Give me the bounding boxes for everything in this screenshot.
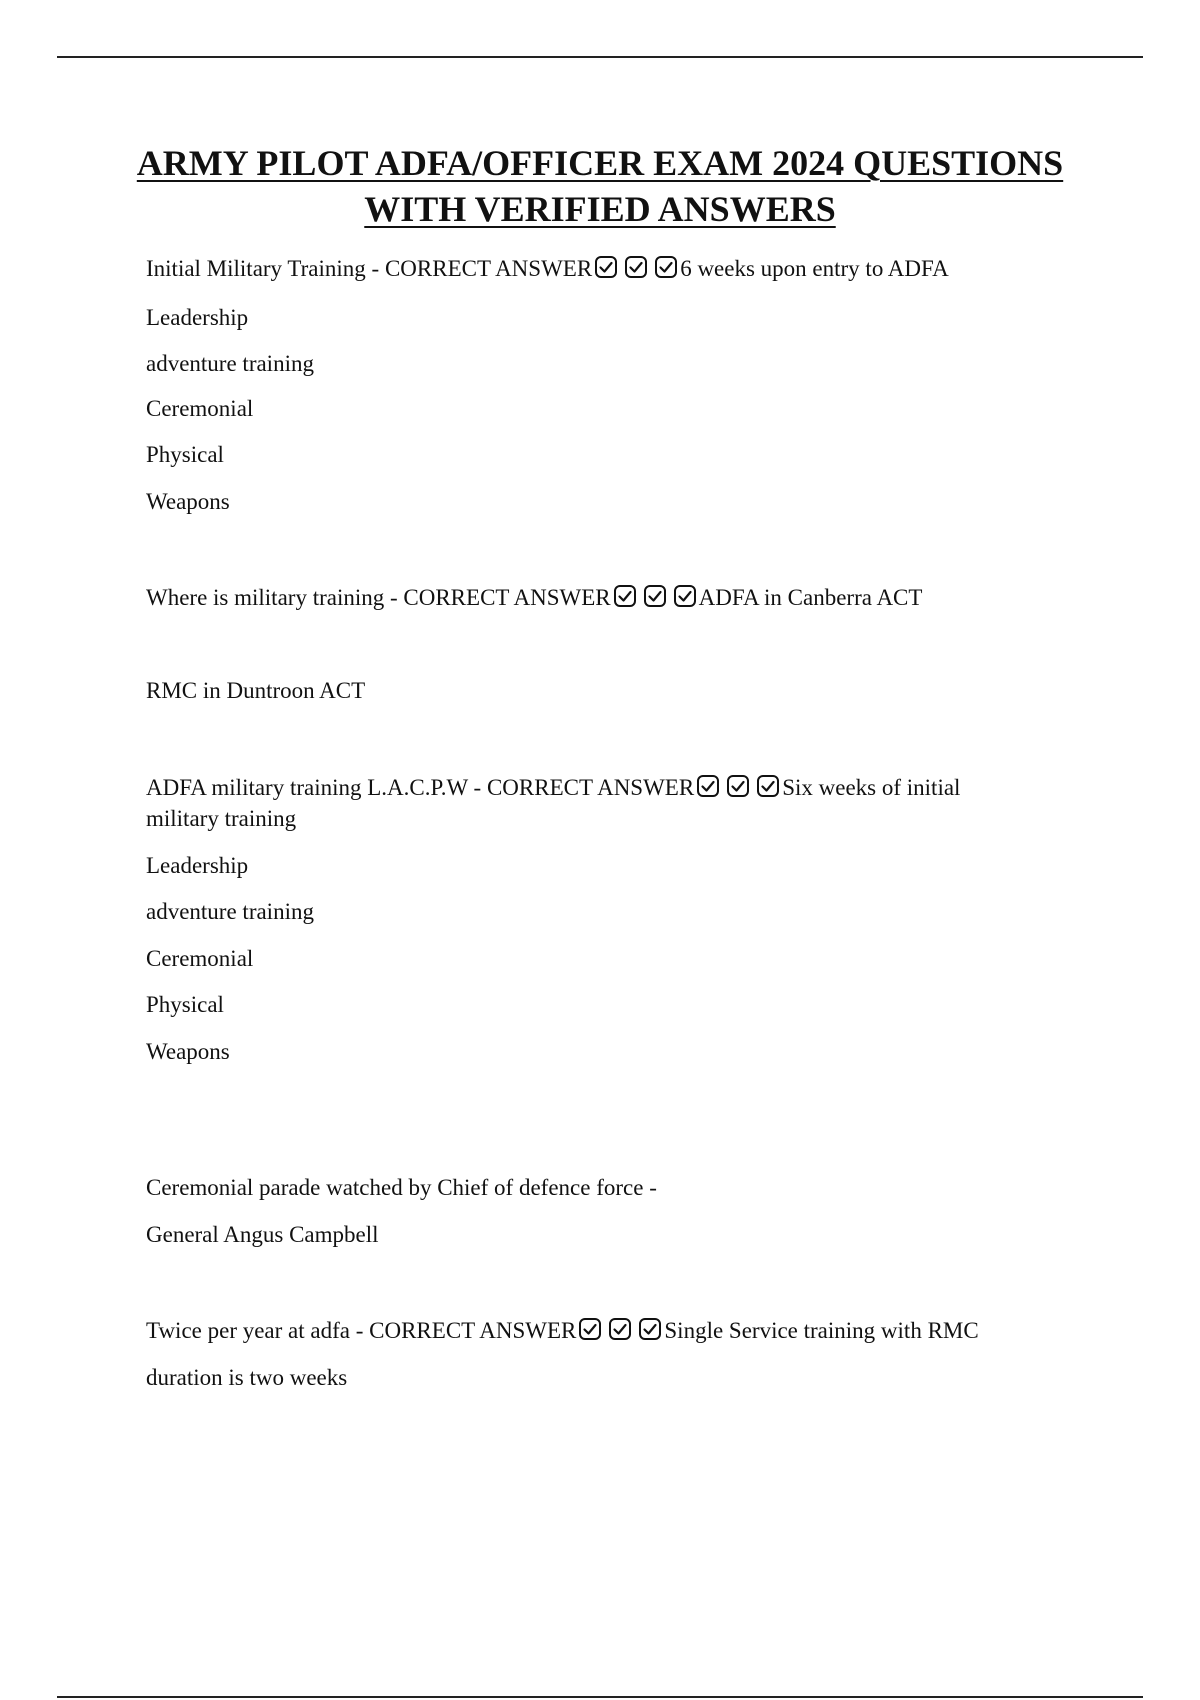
- q1-item: Leadership: [146, 305, 249, 330]
- q2-answer: ADFA in Canberra ACT: [698, 585, 923, 610]
- q3-answer-line-2: military training: [146, 806, 297, 831]
- top-rule: [57, 56, 1143, 58]
- q2-prompt: Where is military training - CORRECT ANSWER: [146, 585, 611, 610]
- checkbox-checked-icon: [673, 584, 697, 608]
- q3-checks: [696, 774, 780, 798]
- q4-line-1: Ceremonial parade watched by Chief of defence force -: [146, 1175, 657, 1200]
- checkbox-checked-icon: [578, 1317, 602, 1341]
- checkbox-checked-icon: [726, 774, 750, 798]
- checkbox-checked-icon: [696, 774, 720, 798]
- q5-line-2: duration is two weeks: [146, 1365, 348, 1390]
- checkbox-checked-icon: [594, 255, 618, 279]
- q3-item: Leadership: [146, 853, 249, 878]
- q1-answer: 6 weeks upon entry to ADFA: [680, 256, 949, 281]
- q3-item: Weapons: [146, 1039, 230, 1064]
- q3-item: Physical: [146, 992, 224, 1017]
- q3-item: Ceremonial: [146, 946, 254, 971]
- q2-checks: [613, 584, 697, 608]
- q5-prompt: Twice per year at adfa - CORRECT ANSWER: [146, 1318, 577, 1343]
- q1-line: [146, 253, 1066, 284]
- q1-item: Ceremonial: [146, 396, 254, 421]
- q3-line: [146, 772, 1066, 803]
- q5-checks: [578, 1317, 662, 1341]
- q3-prompt: ADFA military training L.A.C.P.W - CORRECT ANSWER: [146, 775, 695, 800]
- q3-answer-line-1: Six weeks of initial: [782, 775, 961, 800]
- q1-prompt: Initial Military Training - CORRECT ANSWER: [146, 256, 593, 281]
- checkbox-checked-icon: [638, 1317, 662, 1341]
- q5-line: [146, 1315, 1066, 1346]
- checkbox-checked-icon: [613, 584, 637, 608]
- title-line-1: ARMY PILOT ADFA/OFFICER EXAM 2024 QUESTIONS: [136, 143, 1064, 183]
- q5-answer: Single Service training with RMC: [664, 1318, 979, 1343]
- q2-line: [146, 582, 1066, 613]
- checkbox-checked-icon: [608, 1317, 632, 1341]
- q3-item: adventure training: [146, 899, 314, 924]
- page-title: [100, 140, 1100, 232]
- q1-item: Physical: [146, 442, 224, 467]
- title-line-2: WITH VERIFIED ANSWERS: [364, 189, 836, 229]
- checkbox-checked-icon: [654, 255, 678, 279]
- q4-line-2: General Angus Campbell: [146, 1222, 379, 1247]
- checkbox-checked-icon: [624, 255, 648, 279]
- q2-extra: RMC in Duntroon ACT: [146, 678, 366, 703]
- bottom-rule: [57, 1696, 1143, 1698]
- q1-checks: [594, 255, 678, 279]
- checkbox-checked-icon: [643, 584, 667, 608]
- q1-item: Weapons: [146, 489, 230, 514]
- checkbox-checked-icon: [756, 774, 780, 798]
- q1-item: adventure training: [146, 351, 314, 376]
